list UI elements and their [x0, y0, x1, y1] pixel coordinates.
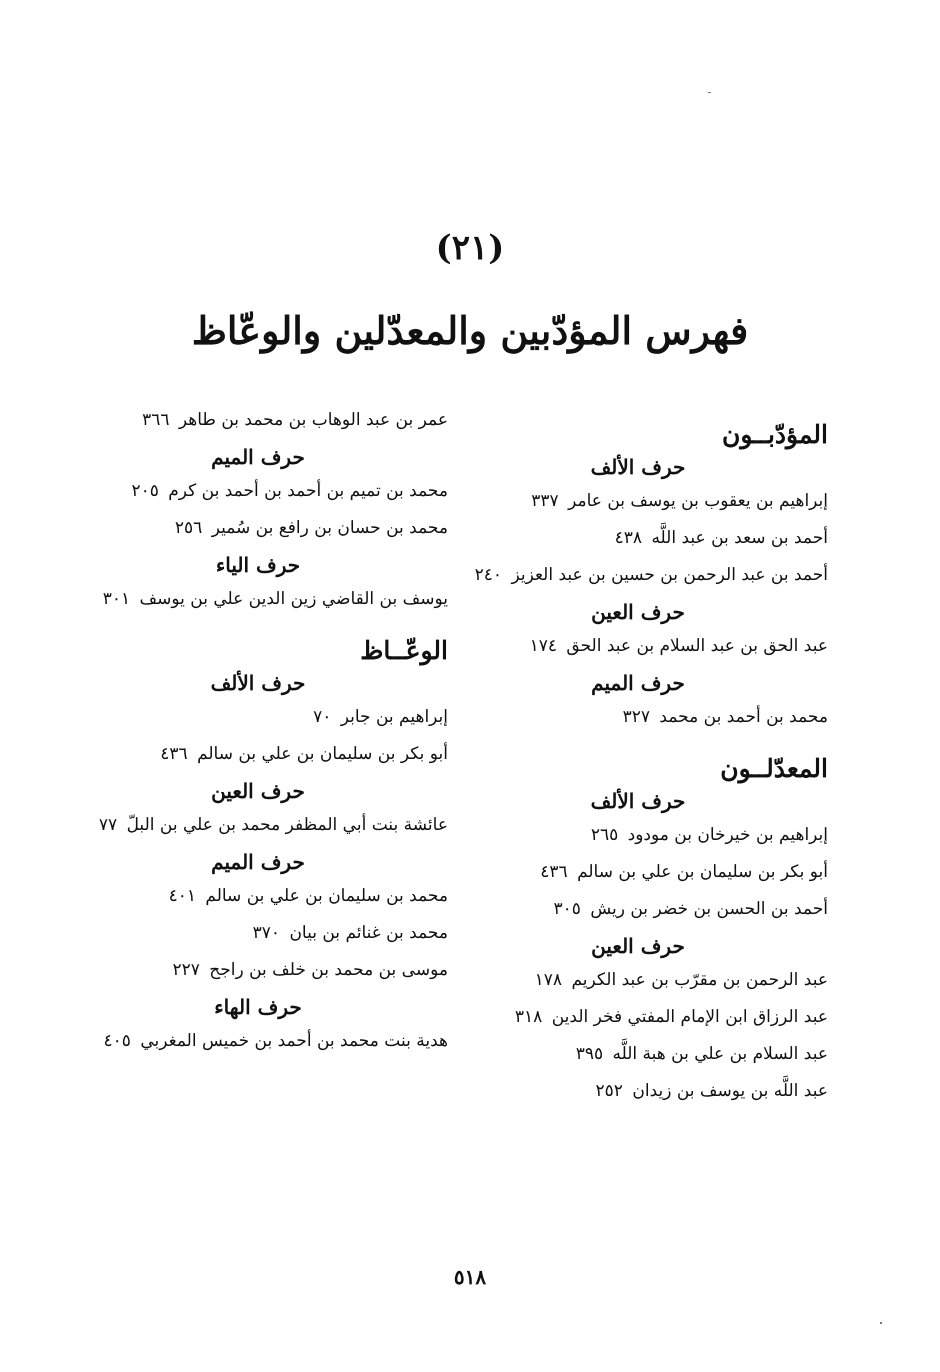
- entry-page-ref: ٣٠١: [102, 589, 131, 609]
- entry-name: أبو بكر بن سليمان بن علي بن سالم: [577, 862, 828, 882]
- entry-page-ref: ١٧٨: [534, 970, 563, 990]
- index-entry: [448, 1036, 828, 1073]
- index-entry: [68, 581, 448, 618]
- entry-name: محمد بن أحمد بن محمد: [659, 707, 828, 727]
- letter-heading: حرف الياء: [215, 553, 301, 577]
- index-entry: [448, 557, 828, 594]
- entry-name: محمد بن تميم بن أحمد بن أحمد بن كرم: [168, 481, 448, 501]
- section-heading: المؤدّبــون: [722, 420, 828, 449]
- entry-name: عبد الرزاق ابن الإمام المفتي فخر الدين: [551, 1007, 828, 1027]
- section-heading: الوعّــاظ: [360, 636, 448, 665]
- index-entry: [68, 402, 448, 439]
- letter-heading: حرف العين: [591, 600, 685, 624]
- letter-heading: حرف العين: [591, 934, 685, 958]
- entry-name: أحمد بن الحسن بن خضر بن ريش: [590, 899, 828, 919]
- letter-heading: حرف العين: [211, 779, 305, 803]
- entry-name: يوسف بن القاضي زين الدين علي بن يوسف: [139, 589, 448, 609]
- scan-speck: [880, 1322, 882, 1324]
- entry-page-ref: ٧٠: [313, 707, 332, 727]
- index-entry: [68, 952, 448, 989]
- scan-speck: [708, 92, 711, 93]
- entry-name: عبد الحق بن عبد السلام بن عبد الحق: [566, 636, 828, 656]
- entry-name: أحمد بن عبد الرحمن بن حسين بن عبد العزيز: [511, 565, 828, 585]
- entry-page-ref: ٤٣٦: [160, 744, 188, 764]
- letter-heading: حرف الألف: [590, 455, 686, 479]
- index-entry: [68, 878, 448, 915]
- index-entry: [448, 854, 828, 891]
- entry-name: عبد الرحمن بن مقرّب بن عبد الكريم: [571, 970, 828, 990]
- index-entry: [448, 817, 828, 854]
- index-entry: [68, 699, 448, 736]
- right-column: [448, 402, 828, 1110]
- index-entry: [448, 891, 828, 928]
- entry-page-ref: ٤٠٥: [103, 1031, 131, 1051]
- index-entry: [68, 473, 448, 510]
- index-title: فهرس المؤدّبين والمعدّلين والوعّاظ: [191, 308, 749, 353]
- index-entry: [68, 510, 448, 547]
- entry-page-ref: ٢٢٧: [172, 960, 200, 980]
- letter-heading: حرف الميم: [211, 850, 305, 874]
- letter-heading: حرف الميم: [211, 445, 305, 469]
- index-number: (٢١): [435, 228, 505, 268]
- entry-page-ref: ٧٧: [98, 815, 118, 835]
- entry-page-ref: ٣٣٧: [531, 491, 559, 511]
- index-entry: [448, 520, 828, 557]
- entry-page-ref: ٣٠٥: [553, 899, 581, 919]
- entry-name: موسى بن محمد بن خلف بن راجح: [209, 960, 448, 980]
- index-entry: [68, 807, 448, 844]
- section-heading: المعدّلــون: [720, 754, 828, 783]
- entry-page-ref: ٢٥٢: [595, 1081, 623, 1101]
- entry-page-ref: ٢٤٠: [474, 565, 503, 585]
- letter-heading: حرف الميم: [591, 671, 685, 695]
- entry-page-ref: ١٧٤: [529, 636, 557, 656]
- letter-heading: حرف الألف: [590, 789, 686, 813]
- entry-name: إبراهيم بن خيرخان بن مودود: [627, 825, 828, 845]
- entry-page-ref: ٤٣٨: [614, 528, 643, 548]
- entry-page-ref: ٣٧٠: [252, 923, 281, 943]
- entry-name: أبو بكر بن سليمان بن علي بن سالم: [197, 744, 448, 764]
- entry-name: محمد بن غنائم بن بيان: [289, 923, 448, 943]
- entry-name: عبد السلام بن علي بن هبة اللَّه: [612, 1044, 828, 1064]
- entry-name: إبراهيم بن جابر: [340, 707, 448, 727]
- letter-heading: حرف الهاء: [214, 995, 302, 1019]
- letter-heading: حرف الألف: [210, 671, 306, 695]
- entry-page-ref: ٤٠١: [168, 886, 196, 906]
- entry-name: عائشة بنت أبي المظفر محمد بن علي بن البلّ: [126, 815, 448, 835]
- entry-page-ref: ٣١٨: [514, 1007, 543, 1027]
- index-entry: [448, 699, 828, 736]
- entry-name: محمد بن حسان بن رافع بن سُمير: [211, 518, 448, 538]
- index-entry: [448, 483, 828, 520]
- entry-name: إبراهيم بن يعقوب بن يوسف بن عامر: [568, 491, 828, 511]
- index-entry: [68, 915, 448, 952]
- entry-page-ref: ٢٦٥: [590, 825, 619, 845]
- entry-page-ref: ٢٥٦: [174, 518, 203, 538]
- entry-name: عمر بن عبد الوهاب بن محمد بن طاهر: [178, 410, 448, 430]
- index-entry: [68, 1023, 448, 1060]
- entry-page-ref: ٣٦٦: [142, 410, 170, 430]
- index-entry: [448, 962, 828, 999]
- entry-page-ref: ٣٩٥: [575, 1044, 604, 1064]
- entry-page-ref: ٣٢٧: [622, 707, 650, 727]
- entry-name: عبد اللَّه بن يوسف بن زيدان: [632, 1081, 828, 1101]
- entry-page-ref: ٢٠٥: [131, 481, 159, 501]
- left-column: [68, 402, 448, 1060]
- index-entry: [448, 628, 828, 665]
- entry-name: محمد بن سليمان بن علي بن سالم: [205, 886, 448, 906]
- page-number: ٥١٨: [453, 1265, 487, 1289]
- index-entry: [448, 1073, 828, 1110]
- index-entry: [68, 736, 448, 773]
- entry-page-ref: ٤٣٦: [540, 862, 568, 882]
- entry-name: هدية بنت محمد بن أحمد بن خميس المغربي: [140, 1031, 448, 1051]
- entry-name: أحمد بن سعد بن عبد اللَّه: [651, 528, 828, 548]
- index-entry: [448, 999, 828, 1036]
